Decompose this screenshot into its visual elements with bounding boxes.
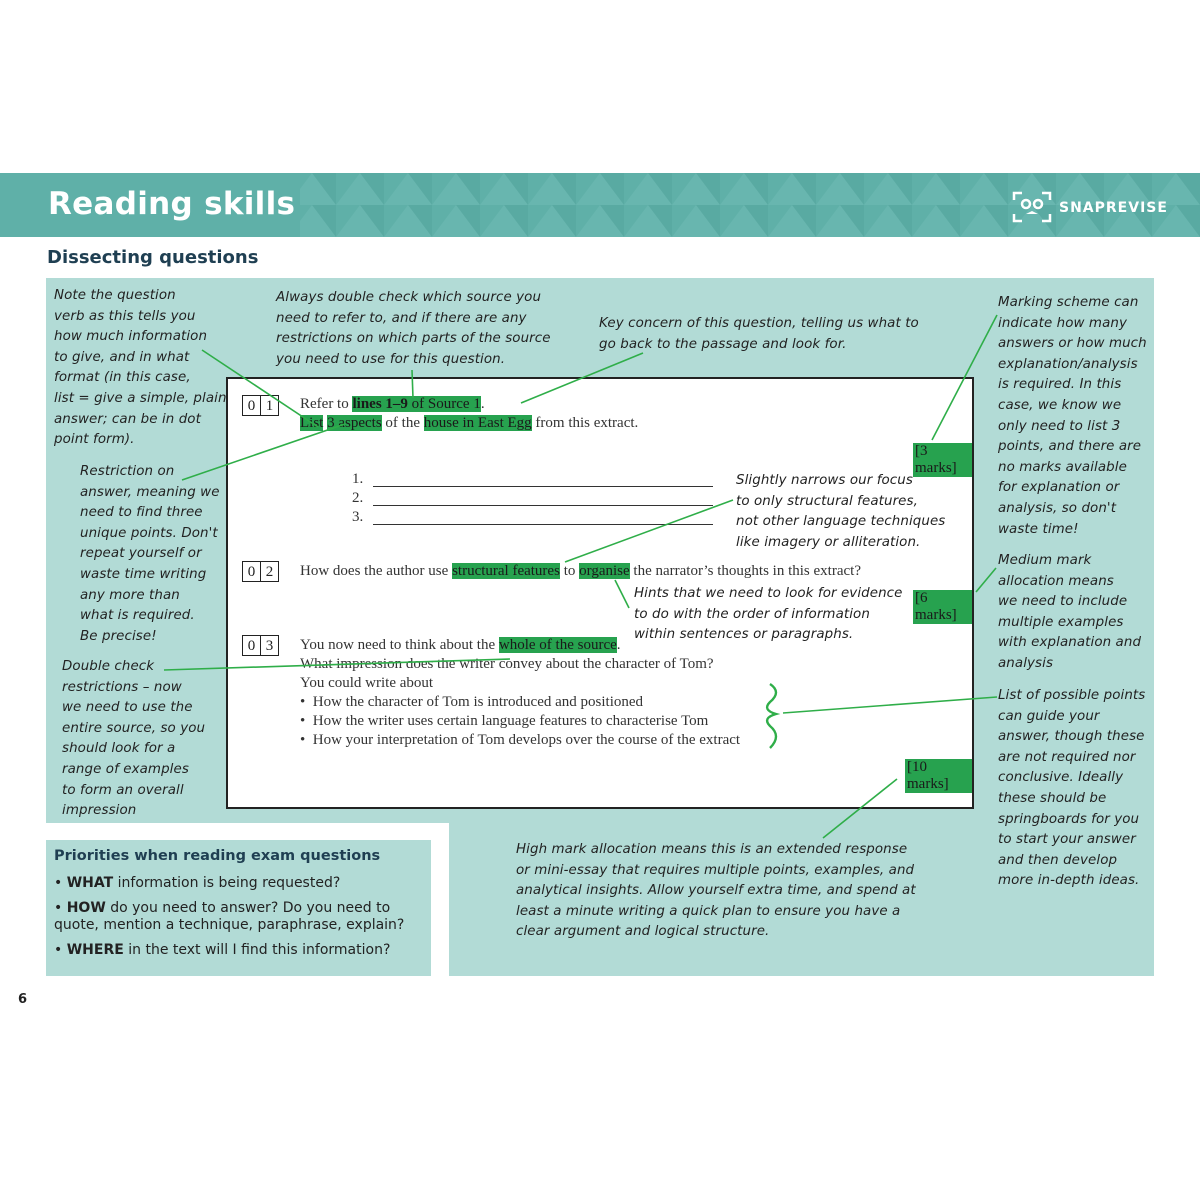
- note-line: Always double check which source you: [276, 290, 542, 305]
- highlight-lines: lines 1–9: [352, 396, 408, 412]
- question-3-line-1: [300, 637, 621, 654]
- question-3-line-2: What impression does the writer convey about the character of Tom?: [300, 656, 714, 672]
- page-number: 6: [18, 992, 28, 1007]
- highlight-organise: organise: [579, 563, 630, 579]
- note-line: verb as this tells you: [54, 308, 196, 324]
- priority-text: in the text will I find this information?: [123, 942, 391, 958]
- highlight-aspects: 3 aspects: [327, 415, 382, 431]
- page-title: Reading skills: [48, 186, 296, 222]
- highlight-whole-source: whole of the source: [498, 637, 617, 653]
- note-line: we need to use the: [62, 700, 193, 716]
- priorities-box: [46, 840, 431, 976]
- question-digit: 0: [242, 561, 261, 582]
- priority-what: • WHAT information is being requested?: [54, 875, 341, 891]
- note-line: range of examples: [62, 761, 189, 777]
- note-line: for explanation or: [998, 480, 1120, 496]
- question-digit: 0: [242, 635, 261, 656]
- note-source-check: [276, 288, 551, 370]
- note-line: restrictions on which parts of the source: [276, 331, 551, 347]
- brand-name: SNAPREVISE: [1059, 200, 1168, 216]
- note-line: clear argument and logical structure.: [516, 924, 770, 940]
- note-line: to do with the order of information: [634, 606, 870, 622]
- note-medium-marks: [998, 551, 1141, 675]
- question-digit: 0: [242, 395, 261, 416]
- priority-keyword: WHERE: [66, 942, 124, 958]
- note-question-verb: [54, 286, 227, 451]
- highlight-list: List: [300, 415, 324, 431]
- note-key-concern: [599, 314, 919, 355]
- note-line: should look for a: [62, 741, 176, 757]
- marks-q3: [10 marks]: [905, 759, 972, 793]
- highlight-structural: structural features: [452, 563, 560, 579]
- answer-number: 2.: [352, 490, 364, 506]
- note-line: no marks available: [998, 459, 1127, 475]
- note-line: points, and there are: [998, 439, 1142, 455]
- note-line: Slightly narrows our focus: [736, 473, 913, 488]
- note-line: Marking scheme can: [998, 295, 1139, 310]
- note-line: need to refer to, and if there are any: [276, 310, 527, 326]
- note-line: impression: [62, 803, 137, 819]
- question-number-02: [242, 561, 278, 582]
- priority-text: information is being requested?: [113, 875, 341, 891]
- note-line: we need to include: [998, 594, 1128, 610]
- text: You now need to think about the: [300, 637, 499, 653]
- text: .: [616, 637, 621, 653]
- marks-q2: [6 marks]: [913, 590, 972, 624]
- bullet-item: • How the writer uses certain language features to characterise Tom: [300, 713, 709, 729]
- note-line: High mark allocation means this is an extended response: [516, 842, 908, 857]
- question-number-01: [242, 395, 278, 416]
- note-line: to only structural features,: [736, 493, 918, 509]
- note-line: unique points. Don't: [80, 525, 218, 541]
- bullet-item: • How your interpretation of Tom develops over the course of the extract: [300, 732, 741, 748]
- note-line: Double check: [62, 659, 155, 674]
- note-line: or mini-essay that requires multiple points, examples, and: [516, 862, 915, 878]
- text: the narrator’s thoughts in this extract?: [629, 563, 861, 579]
- note-line: not other language techniques: [736, 514, 946, 530]
- note-line: you need to use for this question.: [276, 351, 506, 367]
- answer-line[interactable]: [373, 524, 713, 525]
- note-line: answers or how much: [998, 336, 1147, 352]
- note-line: Key concern of this question, telling us what to: [599, 316, 919, 331]
- question-digit: 2: [260, 561, 279, 582]
- note-line: is required. In this: [998, 377, 1122, 393]
- priority-keyword: WHAT: [66, 875, 114, 891]
- note-line: more in-depth ideas.: [998, 873, 1140, 889]
- note-line: need to find three: [80, 505, 203, 521]
- note-line: multiple examples: [998, 614, 1124, 630]
- question-1-line-1: [300, 396, 485, 413]
- note-line: how much information: [54, 329, 208, 345]
- note-line: to give, and in what: [54, 349, 190, 365]
- note-line: waste time!: [998, 521, 1079, 537]
- note-line: Hints that we need to look for evidence: [634, 586, 903, 601]
- note-line: with explanation and: [998, 635, 1142, 651]
- note-line: conclusive. Ideally: [998, 770, 1124, 786]
- text: How does the author use: [300, 563, 453, 579]
- bullet-text: How the writer uses certain language features to characterise Tom: [312, 713, 709, 729]
- note-line: answer, though these: [998, 729, 1145, 745]
- note-line: these should be: [998, 790, 1107, 806]
- question-3-line-3: You could write about: [300, 675, 434, 691]
- note-line: to start your answer: [998, 832, 1136, 848]
- text: Refer to: [300, 396, 353, 412]
- note-line: repeat yourself or: [80, 546, 202, 562]
- text: from this extract.: [531, 415, 639, 431]
- note-line: Note the question: [54, 288, 176, 303]
- question-digit: 3: [260, 635, 279, 656]
- note-line: entire source, so you: [62, 720, 206, 736]
- note-line: Restriction on: [80, 464, 175, 479]
- note-line: allocation means: [998, 573, 1114, 589]
- note-line: List of possible points: [998, 688, 1146, 703]
- note-line: what is required.: [80, 608, 195, 624]
- note-line: any more than: [80, 587, 180, 603]
- note-line: least a minute writing a quick plan to ensure you have a: [516, 903, 901, 919]
- note-possible-points: [998, 686, 1145, 892]
- note-restriction: [80, 462, 220, 647]
- note-line: point form).: [54, 432, 135, 448]
- highlight-source: of Source 1: [407, 396, 481, 412]
- note-marking-scheme: [998, 293, 1147, 540]
- note-line: to form an overall: [62, 782, 184, 798]
- note-line: like imagery or alliteration.: [736, 534, 921, 550]
- note-line: waste time writing: [80, 566, 207, 582]
- note-line: answer; can be in dot: [54, 411, 201, 427]
- note-line: Medium mark: [998, 553, 1092, 568]
- question-1-line-2: [300, 415, 638, 432]
- priority-keyword: HOW: [66, 900, 106, 916]
- note-high-marks: [516, 840, 916, 943]
- highlight-house: house in East Egg: [423, 415, 532, 431]
- bullet-text: How the character of Tom is introduced and positioned: [312, 694, 644, 710]
- question-number-03: [242, 635, 278, 656]
- note-line: and then develop: [998, 852, 1118, 868]
- note-line: can guide your: [998, 708, 1100, 724]
- answer-line[interactable]: [373, 486, 713, 487]
- note-order-hint: [634, 584, 902, 646]
- section-subtitle: Dissecting questions: [47, 247, 259, 268]
- note-line: only need to list 3: [998, 418, 1121, 434]
- note-line: list = give a simple, plain: [54, 390, 227, 406]
- bullet-item: • How the character of Tom is introduced and positioned: [300, 694, 644, 710]
- note-line: explanation/analysis: [998, 356, 1138, 372]
- marks-q1: [3 marks]: [913, 443, 972, 477]
- question-2-text: [300, 563, 861, 580]
- text: to: [559, 563, 580, 579]
- bullet-text: How your interpretation of Tom develops over the course of the extract: [312, 732, 741, 748]
- answer-line[interactable]: [373, 505, 713, 506]
- note-line: go back to the passage and look for.: [599, 336, 847, 352]
- note-line: Be precise!: [80, 628, 157, 644]
- note-double-check: [62, 657, 205, 822]
- note-line: answer, meaning we: [80, 484, 220, 500]
- note-line: case, we know we: [998, 397, 1122, 413]
- note-line: analytical insights. Allow yourself extra time, and spend at: [516, 883, 916, 899]
- note-structural-focus: [736, 471, 945, 553]
- text: .: [480, 396, 485, 412]
- note-line: within sentences or paragraphs.: [634, 627, 854, 643]
- note-line: analysis: [998, 655, 1054, 671]
- note-line: restrictions – now: [62, 679, 182, 695]
- note-line: format (in this case,: [54, 370, 191, 386]
- priority-how: • HOW do you need to answer? Do you need to quote, mention a technique, paraphrase, explain?: [54, 900, 405, 933]
- answer-number: 1.: [352, 471, 364, 487]
- question-digit: 1: [260, 395, 279, 416]
- answer-number: 3.: [352, 509, 364, 525]
- priority-where: • WHERE in the text will I find this information?: [54, 942, 391, 958]
- note-line: are not required nor: [998, 749, 1136, 765]
- text: of the: [381, 415, 424, 431]
- snaprevise-logo-icon: [1012, 190, 1052, 224]
- note-line: springboards for you: [998, 811, 1140, 827]
- priorities-title: Priorities when reading exam questions: [54, 848, 381, 864]
- note-line: analysis, so don't: [998, 500, 1117, 516]
- note-line: indicate how many: [998, 315, 1127, 331]
- priority-text: do you need to answer? Do you need to quote, mention a technique, paraphrase, explain?: [54, 900, 405, 933]
